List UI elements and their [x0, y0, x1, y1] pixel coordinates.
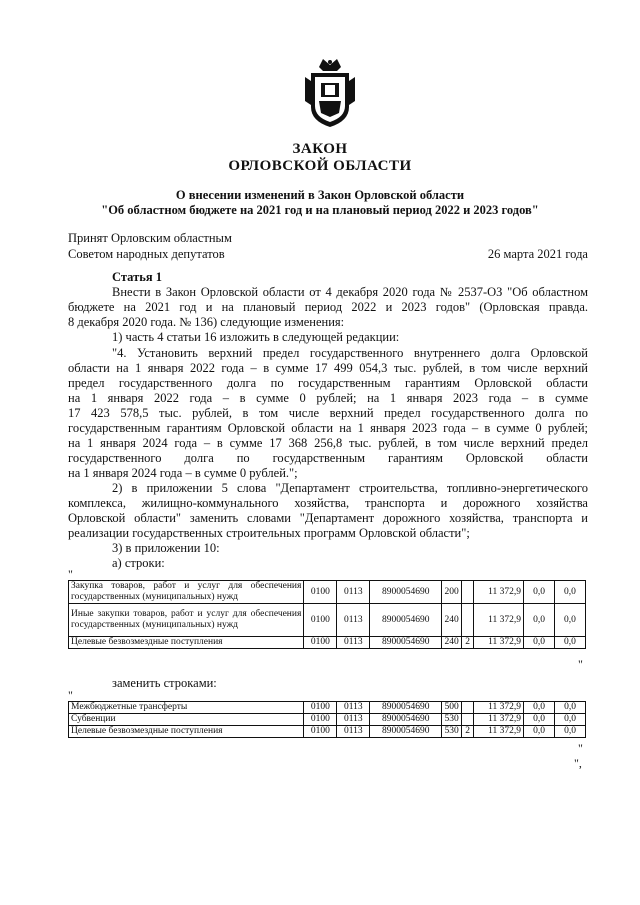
table-cell: 11 372,9 — [474, 637, 524, 649]
table-cell: 8900054690 — [370, 604, 442, 637]
table-cell: 0,0 — [524, 604, 555, 637]
table-cell: 0100 — [304, 581, 337, 604]
table-cell: 2 — [462, 637, 474, 649]
table-cell-name: Целевые безвозмездные поступления — [69, 726, 304, 738]
table-cell: 0,0 — [524, 726, 555, 738]
table-old-rows — [68, 580, 586, 649]
table-cell: 11 372,9 — [474, 581, 524, 604]
table-cell: 11 372,9 — [474, 714, 524, 726]
item2-line: Орловской области" заменить словами "Департамент дорожного хозяйства, транспорта и — [68, 511, 588, 525]
item1-text-line: предел государственного долга по государственным гарантиям Орловской области — [68, 376, 588, 390]
item3a-intro: а) строки: — [112, 556, 165, 570]
table-cell: 0,0 — [554, 637, 585, 649]
close-quote: " — [578, 657, 583, 671]
table-cell: 8900054690 — [370, 726, 442, 738]
table-cell: 0100 — [304, 726, 337, 738]
item1-text-line: "4. Установить верхний предел государственного внутреннего долга Орловской — [112, 346, 588, 360]
table-cell-name: Межбюджетные трансферты — [69, 702, 304, 714]
table-cell: 0113 — [337, 637, 370, 649]
item1-text-line: на 1 января 2022 года – в сумме 0 рублей; на 1 января 2023 года – в сумме — [68, 391, 588, 405]
table-cell: 530 — [442, 714, 462, 726]
article-p1-line: 8 декабря 2020 года. № 136) следующие изменения: — [68, 315, 345, 329]
table-row — [69, 726, 586, 738]
table-cell: 0100 — [304, 702, 337, 714]
table-cell: 0,0 — [524, 714, 555, 726]
item1-text-line: на 1 января 2024 года – в сумме 17 368 256,8 тыс. рублей, в том числе верхний предел — [68, 436, 588, 450]
table-row — [69, 604, 586, 637]
table-cell: 0113 — [337, 604, 370, 637]
replace-with-label: заменить строками: — [112, 676, 217, 690]
table-cell-name: Иные закупки товаров, работ и услуг для обеспечения государственных (муниципальных) нужд — [69, 604, 304, 637]
table-cell: 0113 — [337, 581, 370, 604]
table-cell: 530 — [442, 726, 462, 738]
document-subtitle-line2: "Об областном бюджете на 2021 год и на плановый период 2022 и 2023 годов" — [101, 203, 539, 217]
table-cell: 8900054690 — [370, 581, 442, 604]
table-cell: 500 — [442, 702, 462, 714]
document-subtitle-line1: О внесении изменений в Закон Орловской области — [175, 188, 465, 202]
table-row — [69, 637, 586, 649]
close-quote-final: ", — [574, 756, 582, 770]
open-quote: " — [68, 688, 73, 702]
table-cell-name: Целевые безвозмездные поступления — [69, 637, 304, 649]
table-cell: 11 372,9 — [474, 702, 524, 714]
item1-text-line: 17 423 578,5 тыс. рублей, в том числе верхний предел государственного долга по — [68, 406, 588, 420]
table-cell: 0,0 — [524, 581, 555, 604]
table-cell: 0,0 — [524, 637, 555, 649]
table-cell: 0,0 — [554, 604, 585, 637]
item2-line: 2) в приложении 5 слова "Департамент строительства, топливно-энергетического — [112, 481, 588, 495]
article-p1-line: Внести в Закон Орловской области от 4 декабря 2020 года № 2537-ОЗ "Об областном — [112, 285, 588, 299]
table-cell: 200 — [442, 581, 462, 604]
close-quote: " — [578, 741, 583, 755]
article-heading: Статья 1 — [112, 270, 162, 284]
adoption-date: 26 марта 2021 года — [487, 247, 588, 261]
open-quote: " — [68, 567, 73, 581]
table-cell: 0,0 — [555, 726, 586, 738]
table-row — [69, 714, 586, 726]
adoption-line2: Советом народных депутатов — [68, 247, 225, 261]
table-cell — [462, 604, 474, 637]
table-row — [69, 702, 586, 714]
table-cell: 0100 — [304, 714, 337, 726]
document-title-line2: ОРЛОВСКОЙ ОБЛАСТИ — [228, 158, 412, 174]
table-cell — [462, 581, 474, 604]
table-cell: 0,0 — [555, 714, 586, 726]
item2-line: реализации государственных строительных программ Орловской области"; — [68, 526, 470, 540]
table-cell: 2 — [462, 726, 474, 738]
table-cell: 11 372,9 — [474, 604, 524, 637]
adoption-line1: Принят Орловским областным — [68, 231, 232, 245]
table-cell — [462, 702, 474, 714]
table-cell: 11 372,9 — [474, 726, 524, 738]
table-cell: 240 — [442, 637, 462, 649]
table-cell-name: Закупка товаров, работ и услуг для обеспечения государственных (муниципальных) нужд — [69, 581, 304, 604]
article-p1-line: бюджете на 2021 год и на плановый период 2022 и 2023 годов" (Орловская правда. — [68, 300, 588, 314]
table-cell — [462, 714, 474, 726]
item1-intro: 1) часть 4 статьи 16 изложить в следующей редакции: — [112, 330, 400, 344]
item1-text-line: на 1 января 2024 года – в сумме 0 рублей."; — [68, 466, 298, 480]
table-new-rows — [68, 701, 586, 738]
table-cell: 8900054690 — [370, 702, 442, 714]
table-cell: 8900054690 — [370, 637, 442, 649]
item1-text-line: области на 1 января 2022 года – в сумме 17 499 054,3 тыс. рублей, в том числе верхний — [68, 361, 588, 375]
item3-intro: 3) в приложении 10: — [112, 541, 220, 555]
table-cell: 240 — [442, 604, 462, 637]
table-cell: 0,0 — [554, 581, 585, 604]
table-cell: 0100 — [304, 604, 337, 637]
table-row — [69, 581, 586, 604]
table-cell: 0100 — [304, 637, 337, 649]
table-cell: 0,0 — [524, 702, 555, 714]
item1-text-line: государственным гарантиям Орловской области на 1 января 2023 года – в сумме 0 рублей; — [68, 421, 588, 435]
table-cell: 0113 — [337, 714, 370, 726]
document-title-line1: ЗАКОН — [292, 141, 348, 157]
coat-of-arms-emblem — [303, 57, 357, 129]
item2-line: комплекса, жилищно-коммунального хозяйства, транспорта и дорожного хозяйства — [68, 496, 588, 510]
table-cell: 0,0 — [555, 702, 586, 714]
table-cell: 0113 — [337, 702, 370, 714]
item1-text-line: государственного долга по государственным гарантиям Орловской области — [68, 451, 588, 465]
table-cell-name: Субвенции — [69, 714, 304, 726]
table-cell: 0113 — [337, 726, 370, 738]
table-cell: 8900054690 — [370, 714, 442, 726]
